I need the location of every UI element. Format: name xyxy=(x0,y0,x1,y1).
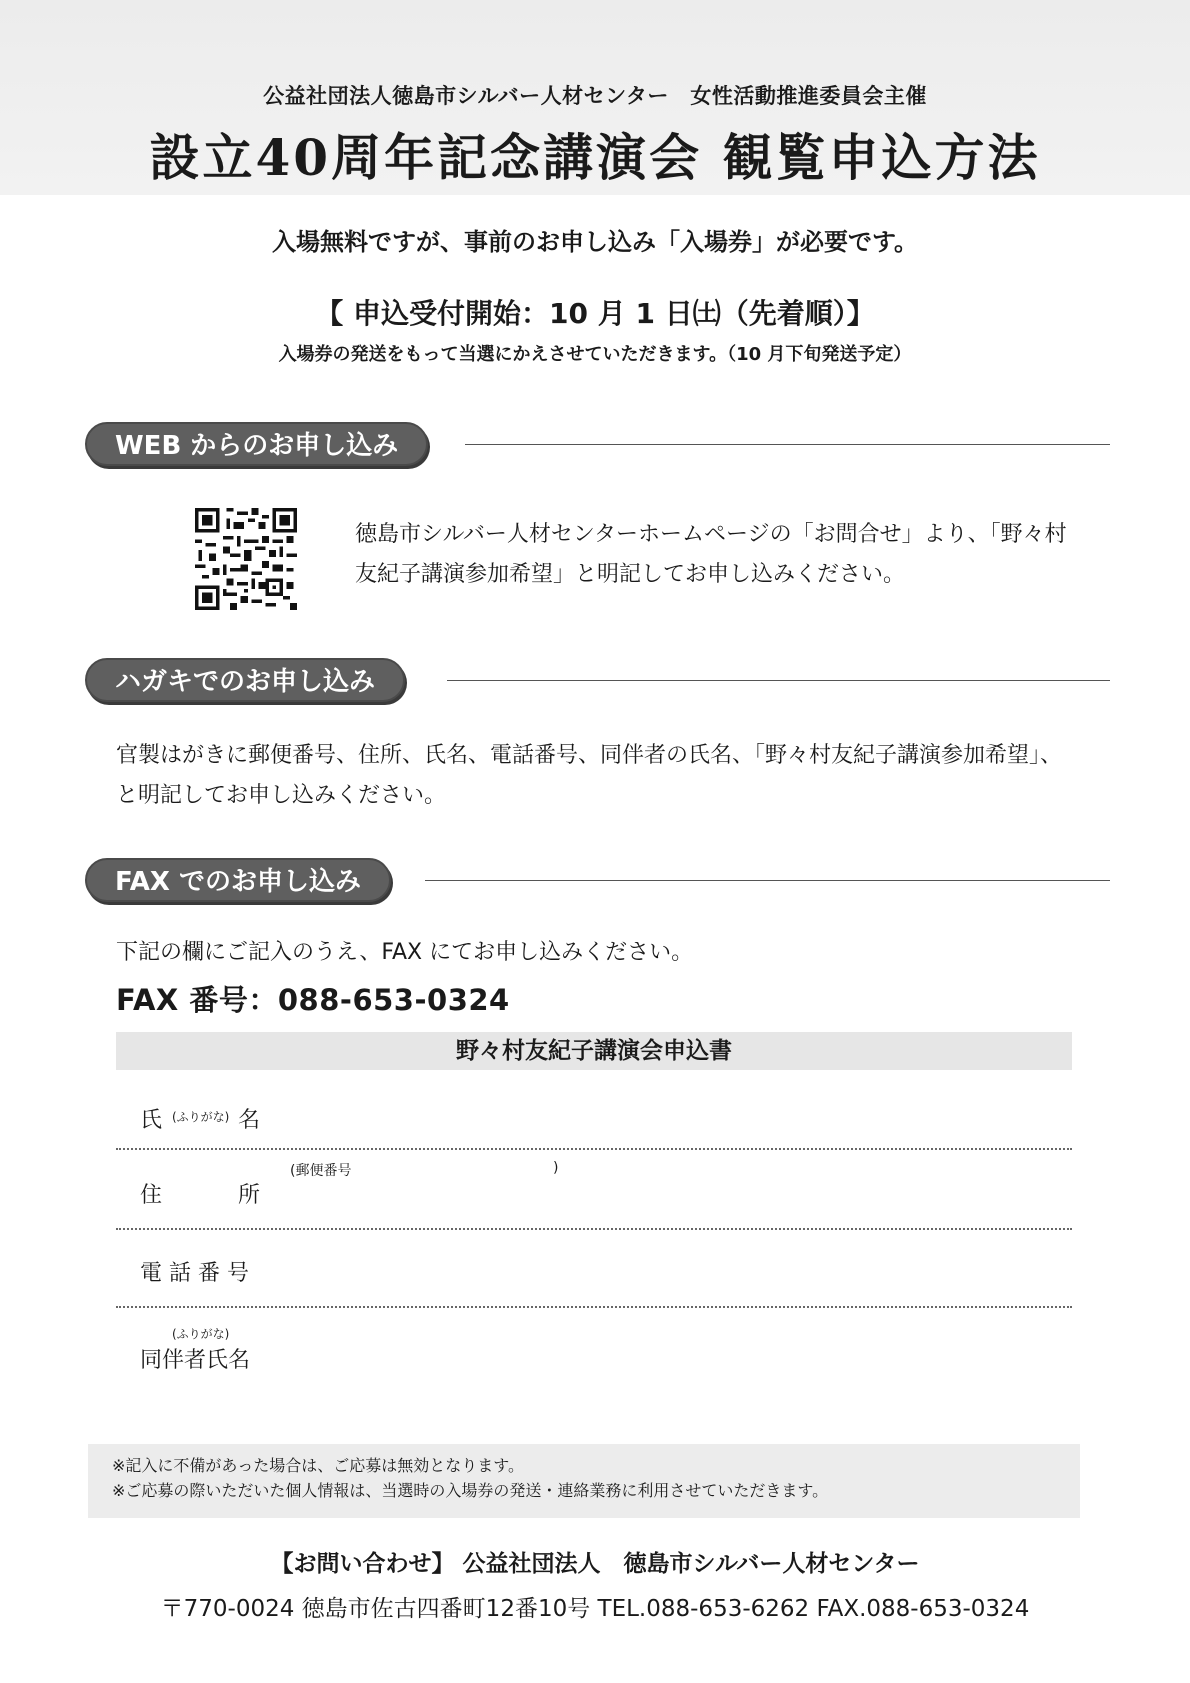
page-title: 設立40周年記念講演会 観覧申込方法 xyxy=(149,128,1041,187)
postcard-section-rule xyxy=(447,680,1110,681)
address-field[interactable] xyxy=(270,1158,1070,1220)
fax-section-rule xyxy=(425,880,1110,881)
fax-section-pill: FAX でのお申し込み xyxy=(85,858,391,902)
name-label-b: 名 xyxy=(238,1108,261,1133)
fax-number: FAX 番号：088-653-0324 xyxy=(116,983,510,1017)
form-title: 野々村友紀子講演会申込書 xyxy=(456,1038,732,1064)
companion-label: 同伴者氏名 xyxy=(140,1348,251,1373)
note-line1: ※記入に不備があった場合は、ご応募は無効となります。 xyxy=(112,1456,524,1475)
note-line2: ※ご応募の際いただいた個人情報は、当選時の入場券の発送・連絡業務に利用させていただきます。 xyxy=(112,1481,829,1500)
postal-note: (郵便番号 xyxy=(290,1163,352,1179)
fax-text: 下記の欄にご記入のうえ、FAX にてお申し込みください。 xyxy=(116,940,694,965)
contact-address: 〒770-0024 徳島市佐古四番町12番10号 TEL.088-653-6262 FAX.088-653-0324 xyxy=(160,1596,1030,1622)
organizer-line: 公益社団法人徳島市シルバー人材センター 女性活動推進委員会主催 xyxy=(263,84,927,108)
web-section-rule xyxy=(465,444,1110,445)
postcard-text-line1: 官製はがきに郵便番号、住所、氏名、電話番号、同伴者の氏名、「野々村友紀子講演参加希望」、 xyxy=(116,743,1063,768)
address-label-b: 所 xyxy=(238,1183,261,1208)
web-text-line1: 徳島市シルバー人材センターホームページの「お問合せ」より、「野々村 xyxy=(355,522,1067,547)
companion-field[interactable] xyxy=(270,1320,1070,1380)
form-divider xyxy=(116,1306,1072,1308)
fax-section-header xyxy=(85,858,1110,904)
lead-text: 入場無料ですが、事前のお申し込み「入場券」が必要です。 xyxy=(271,228,919,256)
form-divider xyxy=(116,1228,1072,1230)
web-section-pill: WEB からのお申し込み xyxy=(85,422,428,466)
application-period: 【 申込受付開始：10 月 1 日㈯（先着順）】 xyxy=(315,297,875,330)
postcard-text-line2: と明記してお申し込みください。 xyxy=(116,783,447,808)
name-field[interactable] xyxy=(270,1100,1070,1140)
form-divider xyxy=(116,1148,1072,1150)
name-label-a: 氏 xyxy=(140,1108,163,1133)
phone-label: 電 話 番 号 xyxy=(140,1261,249,1286)
web-section-header xyxy=(85,422,1110,468)
phone-field[interactable] xyxy=(270,1240,1070,1296)
postcard-section-pill: ハガキでのお申し込み xyxy=(85,658,405,702)
ticket-note: 入場券の発送をもって当選にかえさせていただきます。（10 月下旬発送予定） xyxy=(278,344,912,365)
contact-title: 【お問い合わせ】 公益社団法人 徳島市シルバー人材センター xyxy=(270,1551,920,1577)
qr-code-icon[interactable] xyxy=(195,508,297,610)
name-ruby: (ふりがな) xyxy=(172,1110,230,1124)
companion-ruby: (ふりがな) xyxy=(172,1327,230,1341)
postal-close: ) xyxy=(553,1160,559,1176)
web-text-line2: 友紀子講演参加希望」と明記してお申し込みください。 xyxy=(355,562,906,587)
postcard-section-header xyxy=(85,658,1110,704)
address-label-a: 住 xyxy=(140,1183,163,1208)
